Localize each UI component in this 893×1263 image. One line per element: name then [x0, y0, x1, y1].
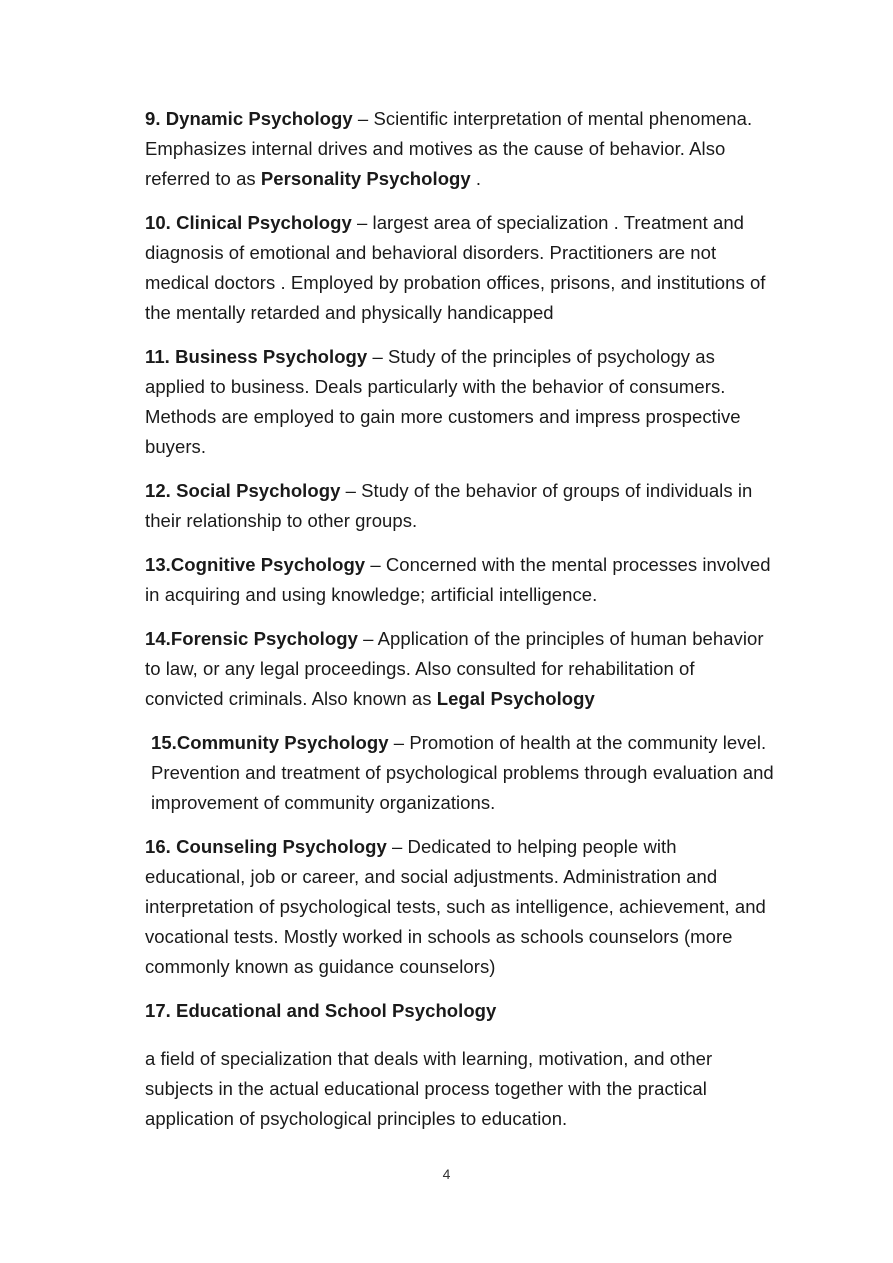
- alias-term: Legal Psychology: [436, 688, 595, 709]
- section-body: largest area of specialization . Treatment and diagnosis of emotional and behavioral disorders. Practitioners are not medical doctors . Employed by probation offices, prisons, and institutions of the mentally retarded and physically handicapped: [145, 212, 766, 323]
- section-community-psychology: 15.Community Psychology – Promotion of health at the community level. Prevention and treatment of psychological problems through evaluation and improvement of community organizations.: [151, 732, 774, 813]
- section-counseling-psychology: 16. Counseling Psychology – Dedicated to helping people with educational, job or career, and social adjustments. Administration and interpretation of psychological tests, such as intelligence, achievement, and vocational tests. Mostly worked in schools as schools counselors (more commonly known as guidance counselors): [145, 836, 766, 977]
- section-heading: 12. Social Psychology: [145, 480, 341, 501]
- section-heading: 16. Counseling Psychology: [145, 836, 387, 857]
- section-cognitive-psychology: 13.Cognitive Psychology – Concerned with the mental processes involved in acquiring and using knowledge; artificial intelligence.: [145, 554, 771, 605]
- section-educational-heading: 17. Educational and School Psychology: [145, 1000, 497, 1021]
- section-body: Scientific interpretation of mental phenomena. Emphasizes internal drives and motives as the cause of behavior. Also referred to as: [145, 108, 753, 189]
- page-number: 4: [442, 1166, 451, 1182]
- section-body: Study of the principles of psychology as applied to business. Deals particularly with the behavior of consumers. Methods are employed to gain more customers and impress prospective buyers.: [145, 346, 741, 457]
- section-dynamic-psychology: 9. Dynamic Psychology – Scientific interpretation of mental phenomena. Emphasizes internal drives and motives as the cause of behavior. Also referred to as Personality Psychology .: [145, 108, 753, 189]
- section-heading: 10. Clinical Psychology: [145, 212, 352, 233]
- page-content: [145, 104, 775, 1148]
- section-social-psychology: 12. Social Psychology – Study of the behavior of groups of individuals in their relationship to other groups.: [145, 480, 753, 531]
- section-body: Dedicated to helping people with educational, job or career, and social adjustments. Administration and interpretation of psychological tests, such as intelligence, achievement, and vocational tests. Mostly worked in schools as schools counselors (more commonly known as guidance counselors): [145, 836, 766, 977]
- section-business-psychology: 11. Business Psychology – Study of the principles of psychology as applied to business. Deals particularly with the behavior of consumers. Methods are employed to gain more customers and impress prospective buyers.: [145, 346, 741, 457]
- section-heading: 15.Community Psychology: [151, 732, 389, 753]
- section-heading: 9. Dynamic Psychology: [145, 108, 353, 129]
- section-body: Promotion of health at the community level. Prevention and treatment of psychological problems through evaluation and improvement of community organizations.: [151, 732, 774, 813]
- alias-term: Personality Psychology: [260, 168, 471, 189]
- section-body: Concerned with the mental processes involved in acquiring and using knowledge; artificial intelligence.: [145, 554, 771, 605]
- section-body: Application of the principles of human behavior to law, or any legal proceedings. Also consulted for rehabilitation of convicted criminals. Also known as: [145, 628, 764, 709]
- section-body: Study of the behavior of groups of individuals in their relationship to other groups.: [145, 480, 753, 531]
- section-heading: 14.Forensic Psychology: [145, 628, 358, 649]
- section-forensic-psychology: 14.Forensic Psychology – Application of the principles of human behavior to law, or any legal proceedings. Also consulted for rehabilitation of convicted criminals. Also known as Legal Psychology: [145, 628, 764, 709]
- section-educational-body: a field of specialization that deals with learning, motivation, and other subjects in the actual educational process together with the practical application of psychological principles to education.: [145, 1048, 713, 1129]
- section-heading: 11. Business Psychology: [145, 346, 368, 367]
- section-heading: 13.Cognitive Psychology: [145, 554, 366, 575]
- section-clinical-psychology: 10. Clinical Psychology – largest area of specialization . Treatment and diagnosis of emotional and behavioral disorders. Practitioners are not medical doctors . Employed by probation offices, prisons, and institutions of the mentally retarded and physically handicapped: [145, 212, 766, 323]
